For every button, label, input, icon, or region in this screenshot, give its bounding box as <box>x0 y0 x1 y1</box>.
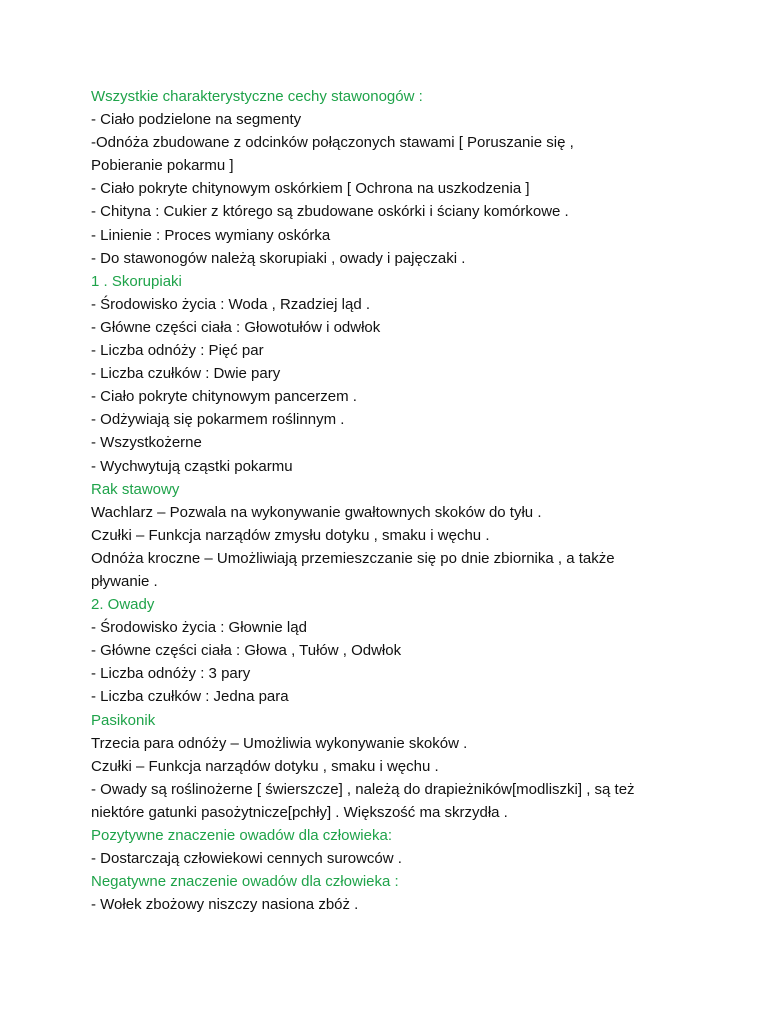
text-line: niektóre gatunki pasożytnicze[pchły] . Większość ma skrzydła . <box>91 803 508 821</box>
text-line: - Owady są roślinożerne [ świerszcze] , należą do drapieżników[modliszki] , są też <box>91 780 635 798</box>
text-line: - Liczba odnóży : Pięć par <box>91 342 264 360</box>
text-line: - Środowisko życia : Woda , Rzadziej ląd . <box>91 295 371 313</box>
text-line: Trzecia para odnóży – Umożliwia wykonywanie skoków . <box>91 734 468 752</box>
text-line: - Chityna : Cukier z którego są zbudowane oskórki i ściany komórkowe . <box>91 203 569 221</box>
text-line: - Ciało podzielone na segmenty <box>91 111 302 129</box>
text-line: - Do stawonogów należą skorupiaki , owady i pajęczaki . <box>91 249 466 267</box>
text-line: - Wszystkożerne <box>91 434 202 452</box>
text-line: Czułki – Funkcja narządów zmysłu dotyku , smaku i węchu . <box>91 526 490 544</box>
text-line: -Odnóża zbudowane z odcinków połączonych stawami [ Poruszanie się , <box>91 134 574 152</box>
text-line: Czułki – Funkcja narządów dotyku , smaku i węchu . <box>91 757 439 775</box>
text-line: Odnóża kroczne – Umożliwiają przemieszczanie się po dnie zbiornika , a także <box>91 549 615 567</box>
section-heading: Wszystkie charakterystyczne cechy stawonogów : <box>91 88 423 105</box>
section-heading: 2. Owady <box>91 596 155 614</box>
text-line: - Główne części ciała : Głowa , Tułów , Odwłok <box>91 642 402 660</box>
text-line: - Liczba czułków : Dwie pary <box>91 365 281 383</box>
text-line: - Ciało pokryte chitynowym oskórkiem [ Ochrona na uszkodzenia ] <box>91 180 530 198</box>
document-content <box>91 85 708 916</box>
section-heading: Rak stawowy <box>91 480 180 498</box>
text-line: Wachlarz – Pozwala na wykonywanie gwałtownych skoków do tyłu . <box>91 503 542 521</box>
text-line: pływanie . <box>91 572 158 590</box>
text-line: - Liczba czułków : Jedna para <box>91 688 289 706</box>
section-heading: 1 . Skorupiaki <box>91 272 182 290</box>
section-heading: Pozytywne znaczenie owadów dla człowieka: <box>91 827 392 844</box>
text-line: - Środowisko życia : Głownie ląd <box>91 619 307 637</box>
section-heading: Pasikonik <box>91 711 156 729</box>
text-line: - Ciało pokryte chitynowym pancerzem . <box>91 388 357 406</box>
text-line: - Linienie : Proces wymiany oskórka <box>91 226 331 244</box>
text-line: Pobieranie pokarmu ] <box>91 157 234 175</box>
text-line: - Odżywiają się pokarmem roślinnym . <box>91 411 345 429</box>
text-line: - Główne części ciała : Głowotułów i odwłok <box>91 318 381 336</box>
section-heading: Negatywne znaczenie owadów dla człowieka : <box>91 873 399 891</box>
text-line: - Liczba odnóży : 3 pary <box>91 665 251 683</box>
text-line: - Wołek zbożowy niszczy nasiona zbóż . <box>91 896 359 914</box>
text-line: - Dostarczają człowiekowi cennych surowców . <box>91 850 402 868</box>
text-line: - Wychwytują cząstki pokarmu <box>91 457 293 475</box>
